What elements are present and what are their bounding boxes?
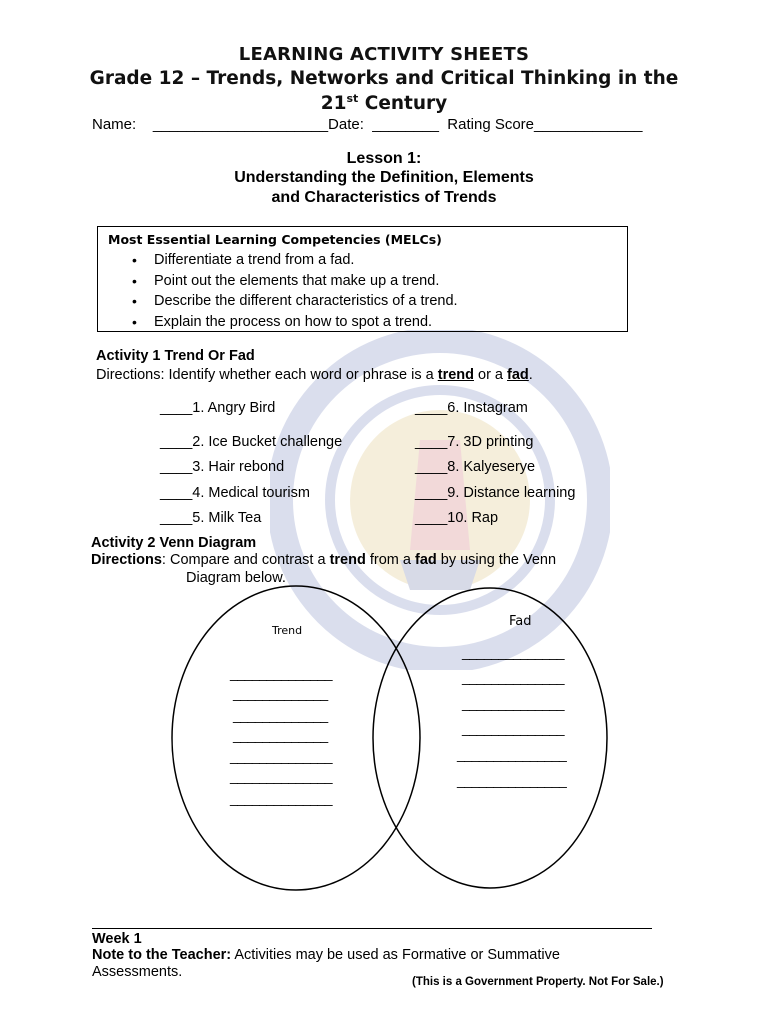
trend-answer-line[interactable]: ______________ (230, 748, 333, 764)
activity1-dir-text: Directions: Identify whether each word or phrase is a (96, 367, 438, 383)
trend-answer-line[interactable]: ______________ (230, 790, 333, 806)
activity1-item-7[interactable]: ____7. 3D printing (415, 434, 534, 450)
government-property-notice: (This is a Government Property. Not For Sale.) (412, 976, 664, 988)
century-word: Century (358, 93, 448, 115)
venn-fad-label: Fad (509, 614, 532, 629)
activity2-dir-text: : Compare and contrast a (161, 552, 330, 568)
activity2-dir-from: from a (365, 552, 415, 568)
activity1-directions (96, 367, 533, 383)
melcs-box (97, 226, 628, 332)
activity2-directions (91, 552, 556, 568)
activity1-item-10[interactable]: ____10. Rap (415, 510, 499, 526)
lesson-title-line2: and Characteristics of Trends (271, 189, 497, 206)
melcs-list (154, 250, 458, 332)
activity1-item-2[interactable]: ____2. Ice Bucket challenge (160, 434, 343, 450)
fad-answer-line[interactable]: ______________ (462, 669, 565, 685)
fad-answer-line[interactable]: _______________ (457, 772, 567, 788)
trend-answer-line[interactable]: _____________ (233, 707, 328, 723)
teacher-note (92, 947, 560, 963)
activity1-item-8[interactable]: ____8. Kalyeserye (415, 459, 536, 475)
trend-answer-line[interactable]: ______________ (230, 768, 333, 784)
week-label: Week 1 (92, 931, 142, 947)
activity1-item-6[interactable]: ____6. Instagram (415, 400, 528, 416)
fad-answer-line[interactable]: ______________ (462, 644, 565, 660)
trend-answer-line[interactable]: _____________ (233, 727, 328, 743)
melc-item: • Point out the elements that make up a trend. (154, 271, 458, 292)
activity1-item-9[interactable]: ____9. Distance learning (415, 485, 576, 501)
activity1-dir-end: . (528, 367, 533, 383)
teacher-note-line2: Assessments. (92, 964, 183, 980)
activity2-dir-label: Directions (91, 552, 162, 568)
lesson-number: Lesson 1: (346, 150, 422, 167)
activity2-directions-line2: Diagram below. (186, 570, 286, 586)
footer-divider (92, 928, 652, 929)
fad-answer-line[interactable]: _______________ (457, 746, 567, 762)
activity1-dir-or: or a (473, 367, 508, 383)
sheet-subtitle-line2 (0, 92, 768, 114)
venn-circle-fad (373, 588, 607, 888)
trend-answer-line[interactable]: ______________ (230, 665, 333, 681)
melc-item: • Explain the process on how to spot a trend. (154, 312, 458, 333)
century-number: 21 (320, 93, 347, 115)
activity1-item-4[interactable]: ____4. Medical tourism (160, 485, 310, 501)
name-date-score-line[interactable]: Name: _____________________Date: ________ Rating Score_____________ (92, 116, 643, 133)
century-suffix: st (346, 92, 359, 105)
activity1-dir-fad: fad (507, 367, 529, 383)
teacher-note-text: Activities may be used as Formative or Summative (231, 947, 560, 963)
melcs-title: Most Essential Learning Competencies (MELCs) (108, 232, 442, 247)
activity1-item-3[interactable]: ____3. Hair rebond (160, 459, 285, 475)
activity2-dir-fad: fad (414, 552, 437, 568)
sheet-subtitle: Grade 12 – Trends, Networks and Critical Thinking in the (89, 68, 679, 89)
venn-trend-label: Trend (272, 624, 303, 637)
activity2-title: Activity 2 Venn Diagram (91, 535, 257, 551)
activity1-item-5[interactable]: ____5. Milk Tea (160, 510, 262, 526)
fad-answer-line[interactable]: ______________ (462, 695, 565, 711)
activity1-item-1[interactable]: ____1. Angry Bird (160, 400, 276, 416)
melc-item: • Differentiate a trend from a fad. (154, 250, 458, 271)
lesson-title-line1: Understanding the Definition, Elements (234, 169, 534, 186)
sheet-title: LEARNING ACTIVITY SHEETS (238, 44, 530, 65)
teacher-note-label: Note to the Teacher: (92, 947, 232, 963)
melc-item: • Describe the different characteristics of a trend. (154, 291, 458, 312)
activity1-title: Activity 1 Trend Or Fad (96, 348, 255, 364)
trend-answer-line[interactable]: _____________ (233, 685, 328, 701)
activity2-dir-end: by using the Venn (436, 552, 557, 568)
activity2-dir-trend: trend (329, 552, 366, 568)
fad-answer-line[interactable]: ______________ (462, 720, 565, 736)
activity1-dir-trend: trend (437, 367, 474, 383)
